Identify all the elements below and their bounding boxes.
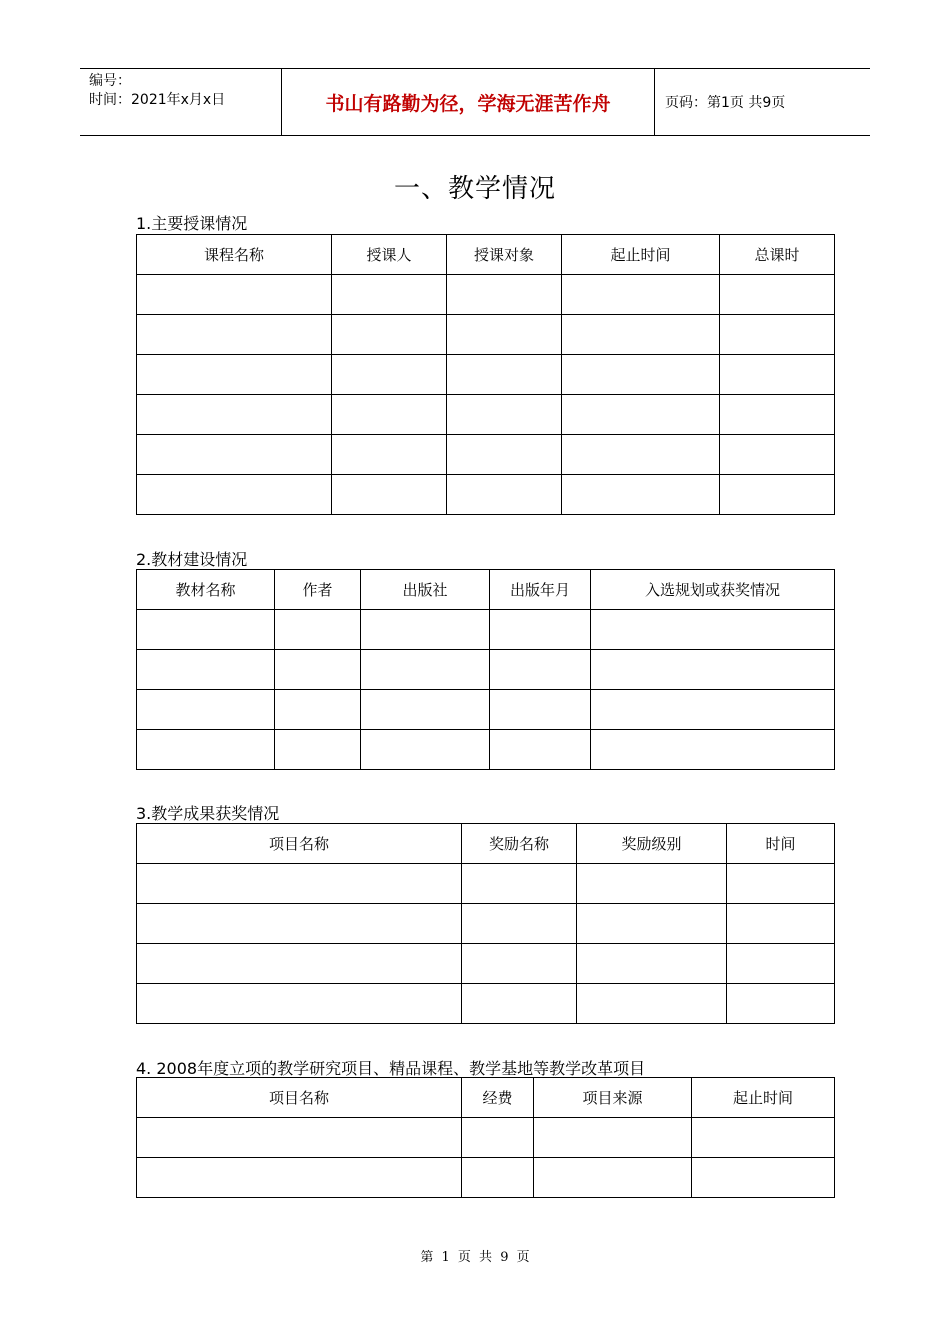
- table-cell[interactable]: [462, 1158, 534, 1198]
- table-cell[interactable]: [577, 944, 727, 984]
- table-row: [137, 395, 835, 435]
- table-cell[interactable]: [562, 435, 720, 475]
- table-cell[interactable]: [137, 610, 275, 650]
- table-cell[interactable]: [462, 904, 577, 944]
- table-cell[interactable]: [137, 690, 275, 730]
- table-cell[interactable]: [137, 944, 462, 984]
- table-cell[interactable]: [275, 690, 361, 730]
- col-header: 奖励名称: [462, 824, 577, 864]
- table-cell[interactable]: [577, 984, 727, 1024]
- table-row: [137, 610, 835, 650]
- table-header-row: [137, 824, 835, 864]
- table-cell[interactable]: [137, 315, 332, 355]
- table-cell[interactable]: [447, 395, 562, 435]
- table-cell[interactable]: [591, 730, 835, 770]
- col-header: 作者: [275, 570, 361, 610]
- col-header: 入选规划或获奖情况: [591, 570, 835, 610]
- table-cell[interactable]: [490, 690, 591, 730]
- table-cell[interactable]: [332, 355, 447, 395]
- teaching-courses-table: [136, 234, 835, 515]
- table-cell[interactable]: [490, 730, 591, 770]
- page-footer: 第 1 页 共 9 页: [420, 1250, 530, 1265]
- document-header: [80, 68, 870, 136]
- col-header: 出版年月: [490, 570, 591, 610]
- header-meta: [80, 69, 282, 135]
- table-row: [137, 944, 835, 984]
- col-header: 总课时: [720, 235, 835, 275]
- table-cell[interactable]: [720, 395, 835, 435]
- table-row: [137, 984, 835, 1024]
- table-cell[interactable]: [137, 904, 462, 944]
- col-header: 项目名称: [137, 1078, 462, 1118]
- table-cell[interactable]: [137, 650, 275, 690]
- table-cell[interactable]: [447, 355, 562, 395]
- col-header: 教材名称: [137, 570, 275, 610]
- table-cell[interactable]: [591, 610, 835, 650]
- page-title: 一、教学情况: [393, 174, 556, 204]
- table-cell[interactable]: [562, 315, 720, 355]
- table-cell[interactable]: [275, 610, 361, 650]
- table-row: [137, 435, 835, 475]
- teaching-awards-table: [136, 823, 835, 1024]
- table-cell[interactable]: [447, 275, 562, 315]
- table-row: [137, 1158, 835, 1198]
- table-cell[interactable]: [720, 435, 835, 475]
- table-cell[interactable]: [462, 944, 577, 984]
- table-cell[interactable]: [720, 315, 835, 355]
- table-header-row: [137, 1078, 835, 1118]
- table-row: [137, 315, 835, 355]
- table-row: [137, 275, 835, 315]
- table-row: [137, 904, 835, 944]
- table-cell[interactable]: [137, 1158, 462, 1198]
- table-cell[interactable]: [727, 864, 835, 904]
- table-row: [137, 355, 835, 395]
- table-cell[interactable]: [534, 1158, 692, 1198]
- table-cell[interactable]: [137, 475, 332, 515]
- col-header: 奖励级别: [577, 824, 727, 864]
- col-header: 课程名称: [137, 235, 332, 275]
- col-header: 授课对象: [447, 235, 562, 275]
- table-cell[interactable]: [692, 1158, 835, 1198]
- table-cell[interactable]: [332, 435, 447, 475]
- table-cell[interactable]: [562, 395, 720, 435]
- page-info-text: 页码：第1页 共9页: [665, 95, 786, 111]
- table-row: [137, 730, 835, 770]
- table-cell[interactable]: [332, 275, 447, 315]
- table-cell[interactable]: [275, 650, 361, 690]
- header-page-info: [655, 69, 870, 135]
- table-cell[interactable]: [137, 275, 332, 315]
- section-1-heading: 1.主要授课情况: [136, 214, 248, 233]
- col-header: 时间: [727, 824, 835, 864]
- table-cell[interactable]: [137, 355, 332, 395]
- table-cell[interactable]: [361, 610, 490, 650]
- table-cell[interactable]: [332, 475, 447, 515]
- textbook-table: [136, 569, 835, 770]
- table-row: [137, 1118, 835, 1158]
- time-label: 时间：2021年x月x日: [89, 92, 226, 108]
- table-cell[interactable]: [720, 275, 835, 315]
- table-cell[interactable]: [332, 315, 447, 355]
- table-cell[interactable]: [462, 984, 577, 1024]
- table-cell[interactable]: [727, 984, 835, 1024]
- table-row: [137, 475, 835, 515]
- table-header-row: [137, 570, 835, 610]
- table-header-row: [137, 235, 835, 275]
- col-header: 项目名称: [137, 824, 462, 864]
- table-cell[interactable]: [447, 315, 562, 355]
- table-row: [137, 864, 835, 904]
- table-cell[interactable]: [462, 1118, 534, 1158]
- header-motto: [282, 69, 655, 135]
- table-cell[interactable]: [534, 1118, 692, 1158]
- reform-projects-table: [136, 1077, 835, 1198]
- section-2-heading: 2.教材建设情况: [136, 550, 248, 569]
- col-header: 项目来源: [534, 1078, 692, 1118]
- table-cell[interactable]: [462, 864, 577, 904]
- table-cell[interactable]: [361, 690, 490, 730]
- table-cell[interactable]: [562, 355, 720, 395]
- col-header: 经费: [462, 1078, 534, 1118]
- table-row: [137, 650, 835, 690]
- table-cell[interactable]: [490, 610, 591, 650]
- table-cell[interactable]: [275, 730, 361, 770]
- table-cell[interactable]: [577, 864, 727, 904]
- table-cell[interactable]: [332, 395, 447, 435]
- table-cell[interactable]: [137, 984, 462, 1024]
- table-cell[interactable]: [361, 730, 490, 770]
- table-cell[interactable]: [447, 435, 562, 475]
- col-header: 起止时间: [562, 235, 720, 275]
- table-cell[interactable]: [577, 904, 727, 944]
- table-cell[interactable]: [720, 475, 835, 515]
- number-label: 编号：: [89, 73, 131, 89]
- table-cell[interactable]: [727, 944, 835, 984]
- table-row: [137, 690, 835, 730]
- table-cell[interactable]: [137, 730, 275, 770]
- col-header: 授课人: [332, 235, 447, 275]
- table-cell[interactable]: [447, 475, 562, 515]
- table-cell[interactable]: [720, 355, 835, 395]
- table-cell[interactable]: [562, 275, 720, 315]
- table-cell[interactable]: [137, 435, 332, 475]
- table-cell[interactable]: [692, 1118, 835, 1158]
- table-cell[interactable]: [591, 650, 835, 690]
- table-cell[interactable]: [137, 864, 462, 904]
- col-header: 出版社: [361, 570, 490, 610]
- table-cell[interactable]: [490, 650, 591, 690]
- table-cell[interactable]: [137, 1118, 462, 1158]
- col-header: 起止时间: [692, 1078, 835, 1118]
- table-cell[interactable]: [727, 904, 835, 944]
- table-cell[interactable]: [591, 690, 835, 730]
- section-3-heading: 3.教学成果获奖情况: [136, 804, 280, 823]
- table-cell[interactable]: [361, 650, 490, 690]
- table-cell[interactable]: [137, 395, 332, 435]
- motto-text: 书山有路勤为径，学海无涯苦作舟: [325, 92, 611, 115]
- section-4-heading: 4. 2008年度立项的教学研究项目、精品课程、教学基地等教学改革项目: [136, 1059, 646, 1078]
- table-cell[interactable]: [562, 475, 720, 515]
